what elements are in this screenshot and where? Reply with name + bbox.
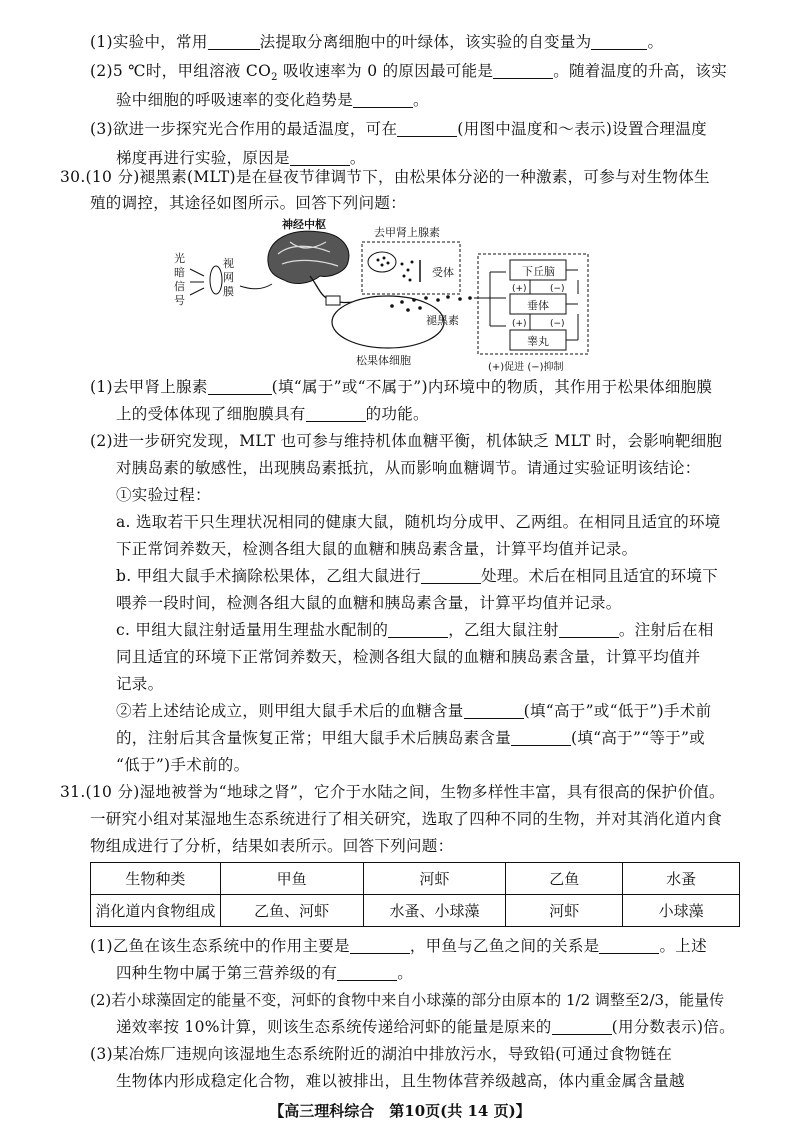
brain-icon [268, 231, 349, 283]
table-header-cell: 水蚤 [623, 863, 740, 895]
pineal-cell-label: 松果体细胞 [356, 354, 411, 367]
q30-intro-1: 30.(10 分)褪黑素(MLT)是在昼夜节律调节下，由松果体分泌的一种激素，可参与对生物体生 [60, 168, 710, 186]
q31-s1-line-2: 四种生物中属于第三营养级的有 。 [116, 964, 414, 982]
q30-r-line-1: ②若上述结论成立，则甲组大鼠手术后的血糖含量 (填“高于”或“低于”)手术前 [116, 702, 712, 720]
answer-blank[interactable] [337, 965, 397, 982]
norepinephrine-label: 去甲肾上腺素 [374, 226, 440, 239]
q31-intro-2: 一研究小组对某湿地生态系统进行了相关研究，选取了四种不同的生物，并对其消化道内食 [90, 810, 723, 828]
table-header-row [91, 863, 740, 895]
q29-line-1: (1)实验中，常用 法提取分离细胞中的叶绿体，该实验的自变量为 。 [90, 33, 664, 51]
svg-text:膜: 膜 [223, 285, 234, 298]
table-cell: 水蚤、小球藻 [363, 895, 506, 927]
table-header-cell: 河虾 [363, 863, 506, 895]
q30-s2-line-1: (2)进一步研究发现，MLT 也可参与维持机体血糖平衡，机体缺乏 MLT 时，会影响靶细胞 [90, 432, 723, 450]
q30-s2-line-2: 对胰岛素的敏感性，出现胰岛素抵抗，从而影响血糖调节。请通过实验证明该结论： [116, 459, 701, 477]
table-cell: 河虾 [506, 895, 623, 927]
answer-blank[interactable] [208, 379, 272, 396]
table-header-cell: 生物种类 [91, 863, 221, 895]
q29-line-3: 验中细胞的呼吸速率的变化趋势是 。 [116, 91, 429, 109]
svg-text:号: 号 [174, 294, 185, 307]
page-footer: 【高三理科综合 第10页(共 14 页)】 [269, 1102, 531, 1120]
q30-s1-line-1: (1)去甲肾上腺素 (填“属于”或“不属于”)内环境中的物质，其作用于松果体细胞膜 [90, 378, 713, 396]
svg-text:网: 网 [223, 271, 234, 284]
answer-blank[interactable] [208, 34, 260, 51]
answer-blank[interactable] [421, 568, 481, 585]
melatonin-label: 褪黑素 [426, 314, 459, 327]
q31-s1-line-1: (1)乙鱼在该生态系统中的作用主要是 ，甲鱼与乙鱼之间的关系是 。上述 [90, 937, 707, 955]
q31-intro-1: 31.(10 分)湿地被誉为“地球之肾”，它介于水陆之间，生物多样性丰富，具有很高的保护价值。 [60, 783, 725, 801]
light-signal-label: 光 [174, 252, 185, 265]
svg-text:睾丸: 睾丸 [527, 335, 549, 348]
q30-a-line-1: a. 选取若干只生理状况相同的健康大鼠，随机均分成甲、乙两组。在相同且适宜的环境 [116, 513, 721, 531]
svg-text:(+): (+) [512, 284, 527, 294]
answer-blank[interactable] [493, 63, 553, 80]
svg-text:垂体: 垂体 [527, 299, 549, 312]
answer-blank[interactable] [388, 622, 448, 639]
answer-blank[interactable] [464, 703, 524, 720]
q29-line-5: 梯度再进行实验，原因是 。 [116, 149, 366, 167]
q30-s1-line-2: 上的受体体现了细胞膜具有 的功能。 [116, 405, 429, 423]
q31-intro-3: 物组成进行了分析，结果如表所示。回答下列问题： [90, 837, 454, 855]
q30-r-line-2: 的，注射后其含量恢复正常；甲组大鼠手术后胰岛素含量 (填“高于”“等于”或 [116, 729, 706, 747]
q29-line-2: (2)5 ℃时，甲组溶液 $CO_2$ 吸收速率为 0 的原因最可能是 。随着温度的升高，该实 [90, 62, 728, 84]
q30-r-line-3: “低于”)手术前的。 [116, 756, 250, 774]
q31-s3-line-1: (3)某冶炼厂违规向该湿地生态系统附近的湖泊中排放污水，导致铅(可通过食物链在 [90, 1045, 673, 1063]
answer-blank[interactable] [350, 938, 410, 955]
q30-c-line-3: 记录。 [116, 675, 164, 693]
table-cell: 小球藻 [623, 895, 740, 927]
mlt-pathway-diagram [170, 214, 650, 372]
table-row [91, 895, 740, 927]
q30-proc: ①实验过程： [116, 486, 211, 504]
table-cell: 消化道内食物组成 [91, 895, 221, 927]
answer-blank[interactable] [353, 92, 413, 109]
answer-blank[interactable] [559, 622, 619, 639]
answer-blank[interactable] [511, 730, 571, 747]
q31-s2-line-1: (2)若小球藻固定的能量不变，河虾的食物中来自小球藻的部分由原本的 1/2 调整至2/3，能量传 [90, 991, 725, 1009]
svg-text:(+): (+) [512, 319, 527, 329]
q30-b-line-1: b. 甲组大鼠手术摘除松果体，乙组大鼠进行 处理。术后在相同且适宜的环境下 [116, 567, 719, 585]
answer-blank[interactable] [599, 938, 659, 955]
food-composition-table [90, 862, 740, 927]
svg-text:暗: 暗 [174, 266, 185, 279]
legend: (+)促进 (−)抑制 [488, 362, 564, 372]
answer-blank[interactable] [552, 1019, 612, 1036]
q30-intro-2: 殖的调控，其途径如图所示。回答下列问题： [90, 194, 407, 212]
svg-text:信: 信 [174, 280, 185, 293]
svg-text:(−): (−) [550, 284, 565, 294]
nerve-center-label: 神经中枢 [282, 218, 326, 231]
table-cell: 乙鱼、河虾 [220, 895, 363, 927]
q30-c-line-1: c. 甲组大鼠注射适量用生理盐水配制的 ，乙组大鼠注射 。注射后在相 [116, 621, 714, 639]
q29-line-4: (3)欲进一步探究光合作用的最适温度，可在 (用图中温度和～表示)设置合理温度 [90, 120, 707, 138]
answer-blank[interactable] [591, 34, 647, 51]
q31-s3-line-2: 生物体内形成稳定化合物，难以被排出，且生物体营养级越高，体内重金属含量越 [116, 1072, 685, 1090]
table-header-cell: 甲鱼 [220, 863, 363, 895]
q31-s2-line-2: 递效率按 10%计算，则该生态系统传递给河虾的能量是原来的 (用分数表示)倍。 [116, 1018, 735, 1036]
receptor-label: 受体 [432, 266, 454, 279]
q30-a-line-2: 下正常饲养数天，检测各组大鼠的血糖和胰岛素含量，计算平均值并记录。 [116, 540, 638, 558]
answer-blank[interactable] [306, 406, 366, 423]
answer-blank[interactable] [397, 121, 457, 138]
retina-label: 视 [223, 257, 234, 270]
svg-text:(−): (−) [550, 319, 565, 329]
svg-text:下丘脑: 下丘脑 [522, 265, 555, 278]
table-header-cell: 乙鱼 [506, 863, 623, 895]
q30-b-line-2: 喂养一段时间，检测各组大鼠的血糖和胰岛素含量，计算平均值并记录。 [116, 594, 622, 612]
q30-c-line-2: 同且适宜的环境下正常饲养数天，检测各组大鼠的血糖和胰岛素含量，计算平均值并 [116, 648, 701, 666]
